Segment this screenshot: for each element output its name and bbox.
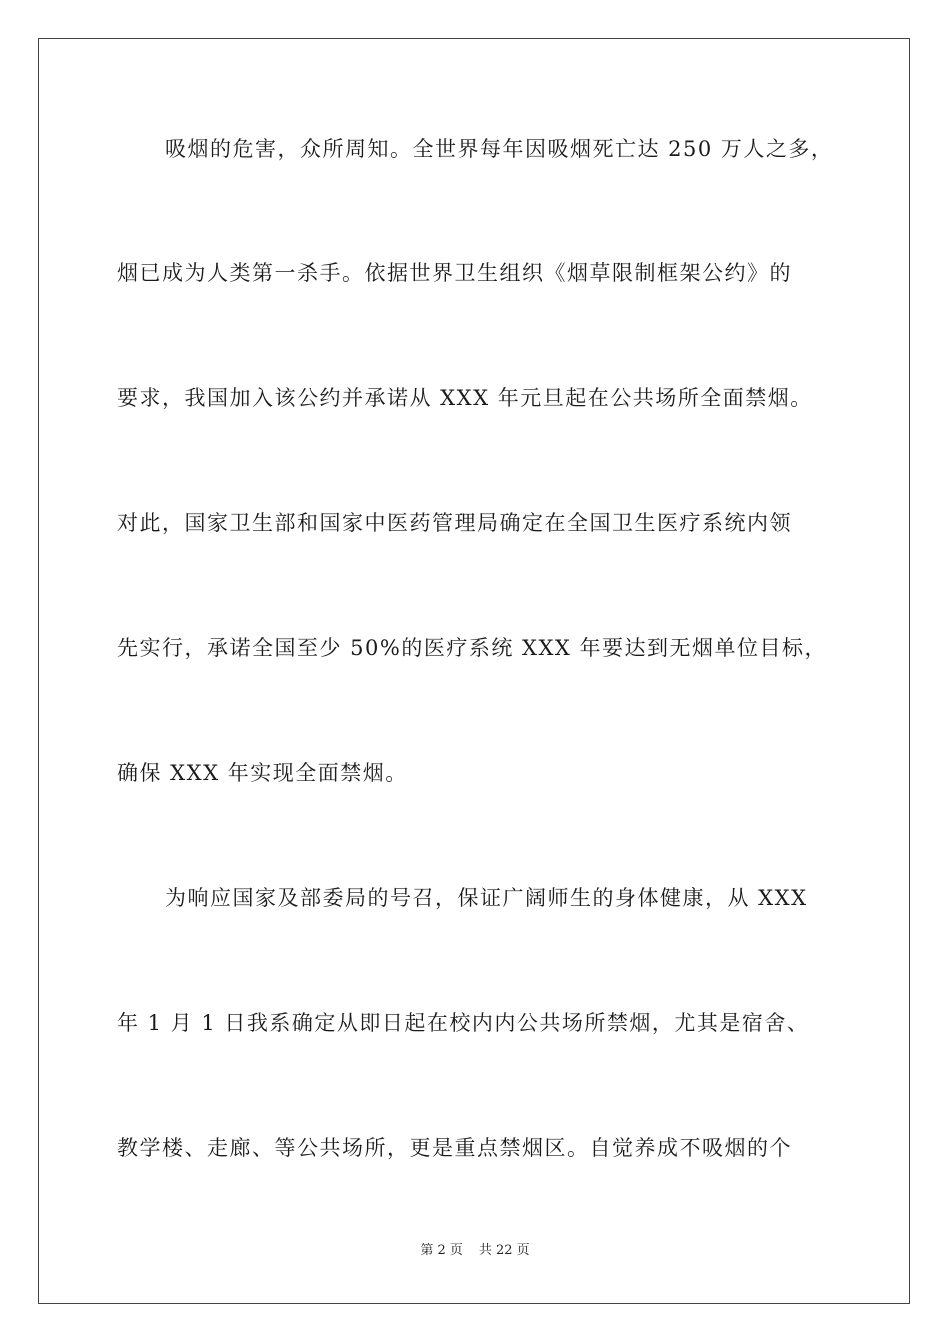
body-text-line: 教学楼、走廊、等公共场所，更是重点禁烟区。自觉养成不吸烟的个: [117, 1136, 792, 1160]
body-text-line: 要求，我国加入该公约并承诺从 XXX 年元旦起在公共场所全面禁烟。: [117, 386, 813, 410]
body-text-line: 先实行，承诺全国至少 50%的医疗系统 XXX 年要达到无烟单位目标，: [117, 636, 828, 660]
page-total: 共 22 页: [478, 1243, 530, 1258]
body-text-line: 吸烟的危害，众所周知。全世界每年因吸烟死亡达 250 万人之多，: [165, 137, 834, 161]
body-text-line: 烟已成为人类第一杀手。依据世界卫生组织《烟草限制框架公约》的: [117, 261, 792, 285]
body-text-line: 年 1 月 1 日我系确定从即日起在校内内公共场所禁烟，尤其是宿舍、: [117, 1011, 810, 1035]
body-text-line: 对此，国家卫生部和国家中医药管理局确定在全国卫生医疗系统内领: [117, 511, 792, 535]
page-footer: [0, 1242, 950, 1260]
body-text-line: 确保 XXX 年实现全面禁烟。: [117, 761, 408, 785]
page-number: 第 2 页: [420, 1243, 463, 1258]
body-text-line: 为响应国家及部委局的号召，保证广阔师生的身体健康，从 XXX: [165, 886, 808, 910]
page-border: [38, 38, 910, 1304]
